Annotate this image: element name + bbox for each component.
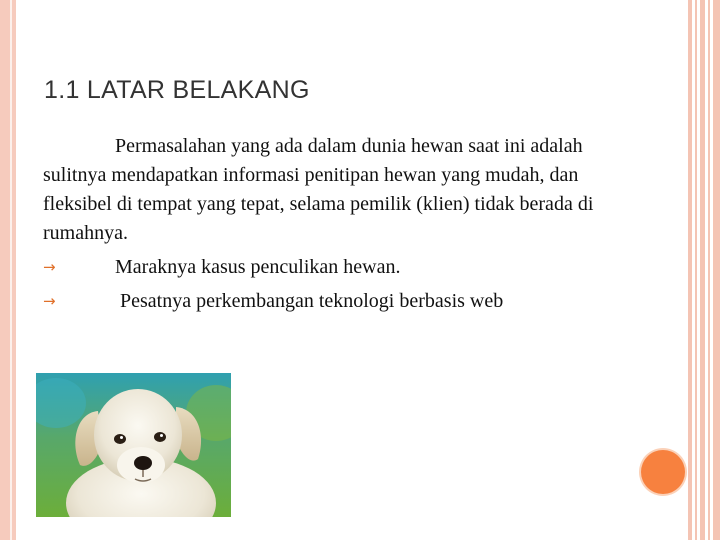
- arrow-right-icon: →: [43, 292, 56, 310]
- puppy-photo: [36, 373, 231, 517]
- background-paragraph: Permasalahan yang ada dalam dunia hewan saat ini adalah sulitnya mendapatkan informasi penitipan hewan yang mudah, dan fleksibel di tempat yang tepat, selama pemilik (klien) tidak berada di rumahnya.: [43, 135, 594, 244]
- decorative-circle: [641, 450, 685, 494]
- arrow-right-icon: →: [43, 258, 56, 276]
- left-border-decoration: [0, 0, 16, 540]
- slide-body: [43, 132, 643, 248]
- right-border-decoration: [688, 0, 720, 540]
- left-border-line: [10, 0, 12, 540]
- bullet-text-1: Maraknya kasus penculikan hewan.: [115, 256, 401, 278]
- slide-title: 1.1 LATAR BELAKANG: [44, 76, 310, 104]
- bullet-text-2: Pesatnya perkembangan teknologi berbasis web: [120, 290, 504, 312]
